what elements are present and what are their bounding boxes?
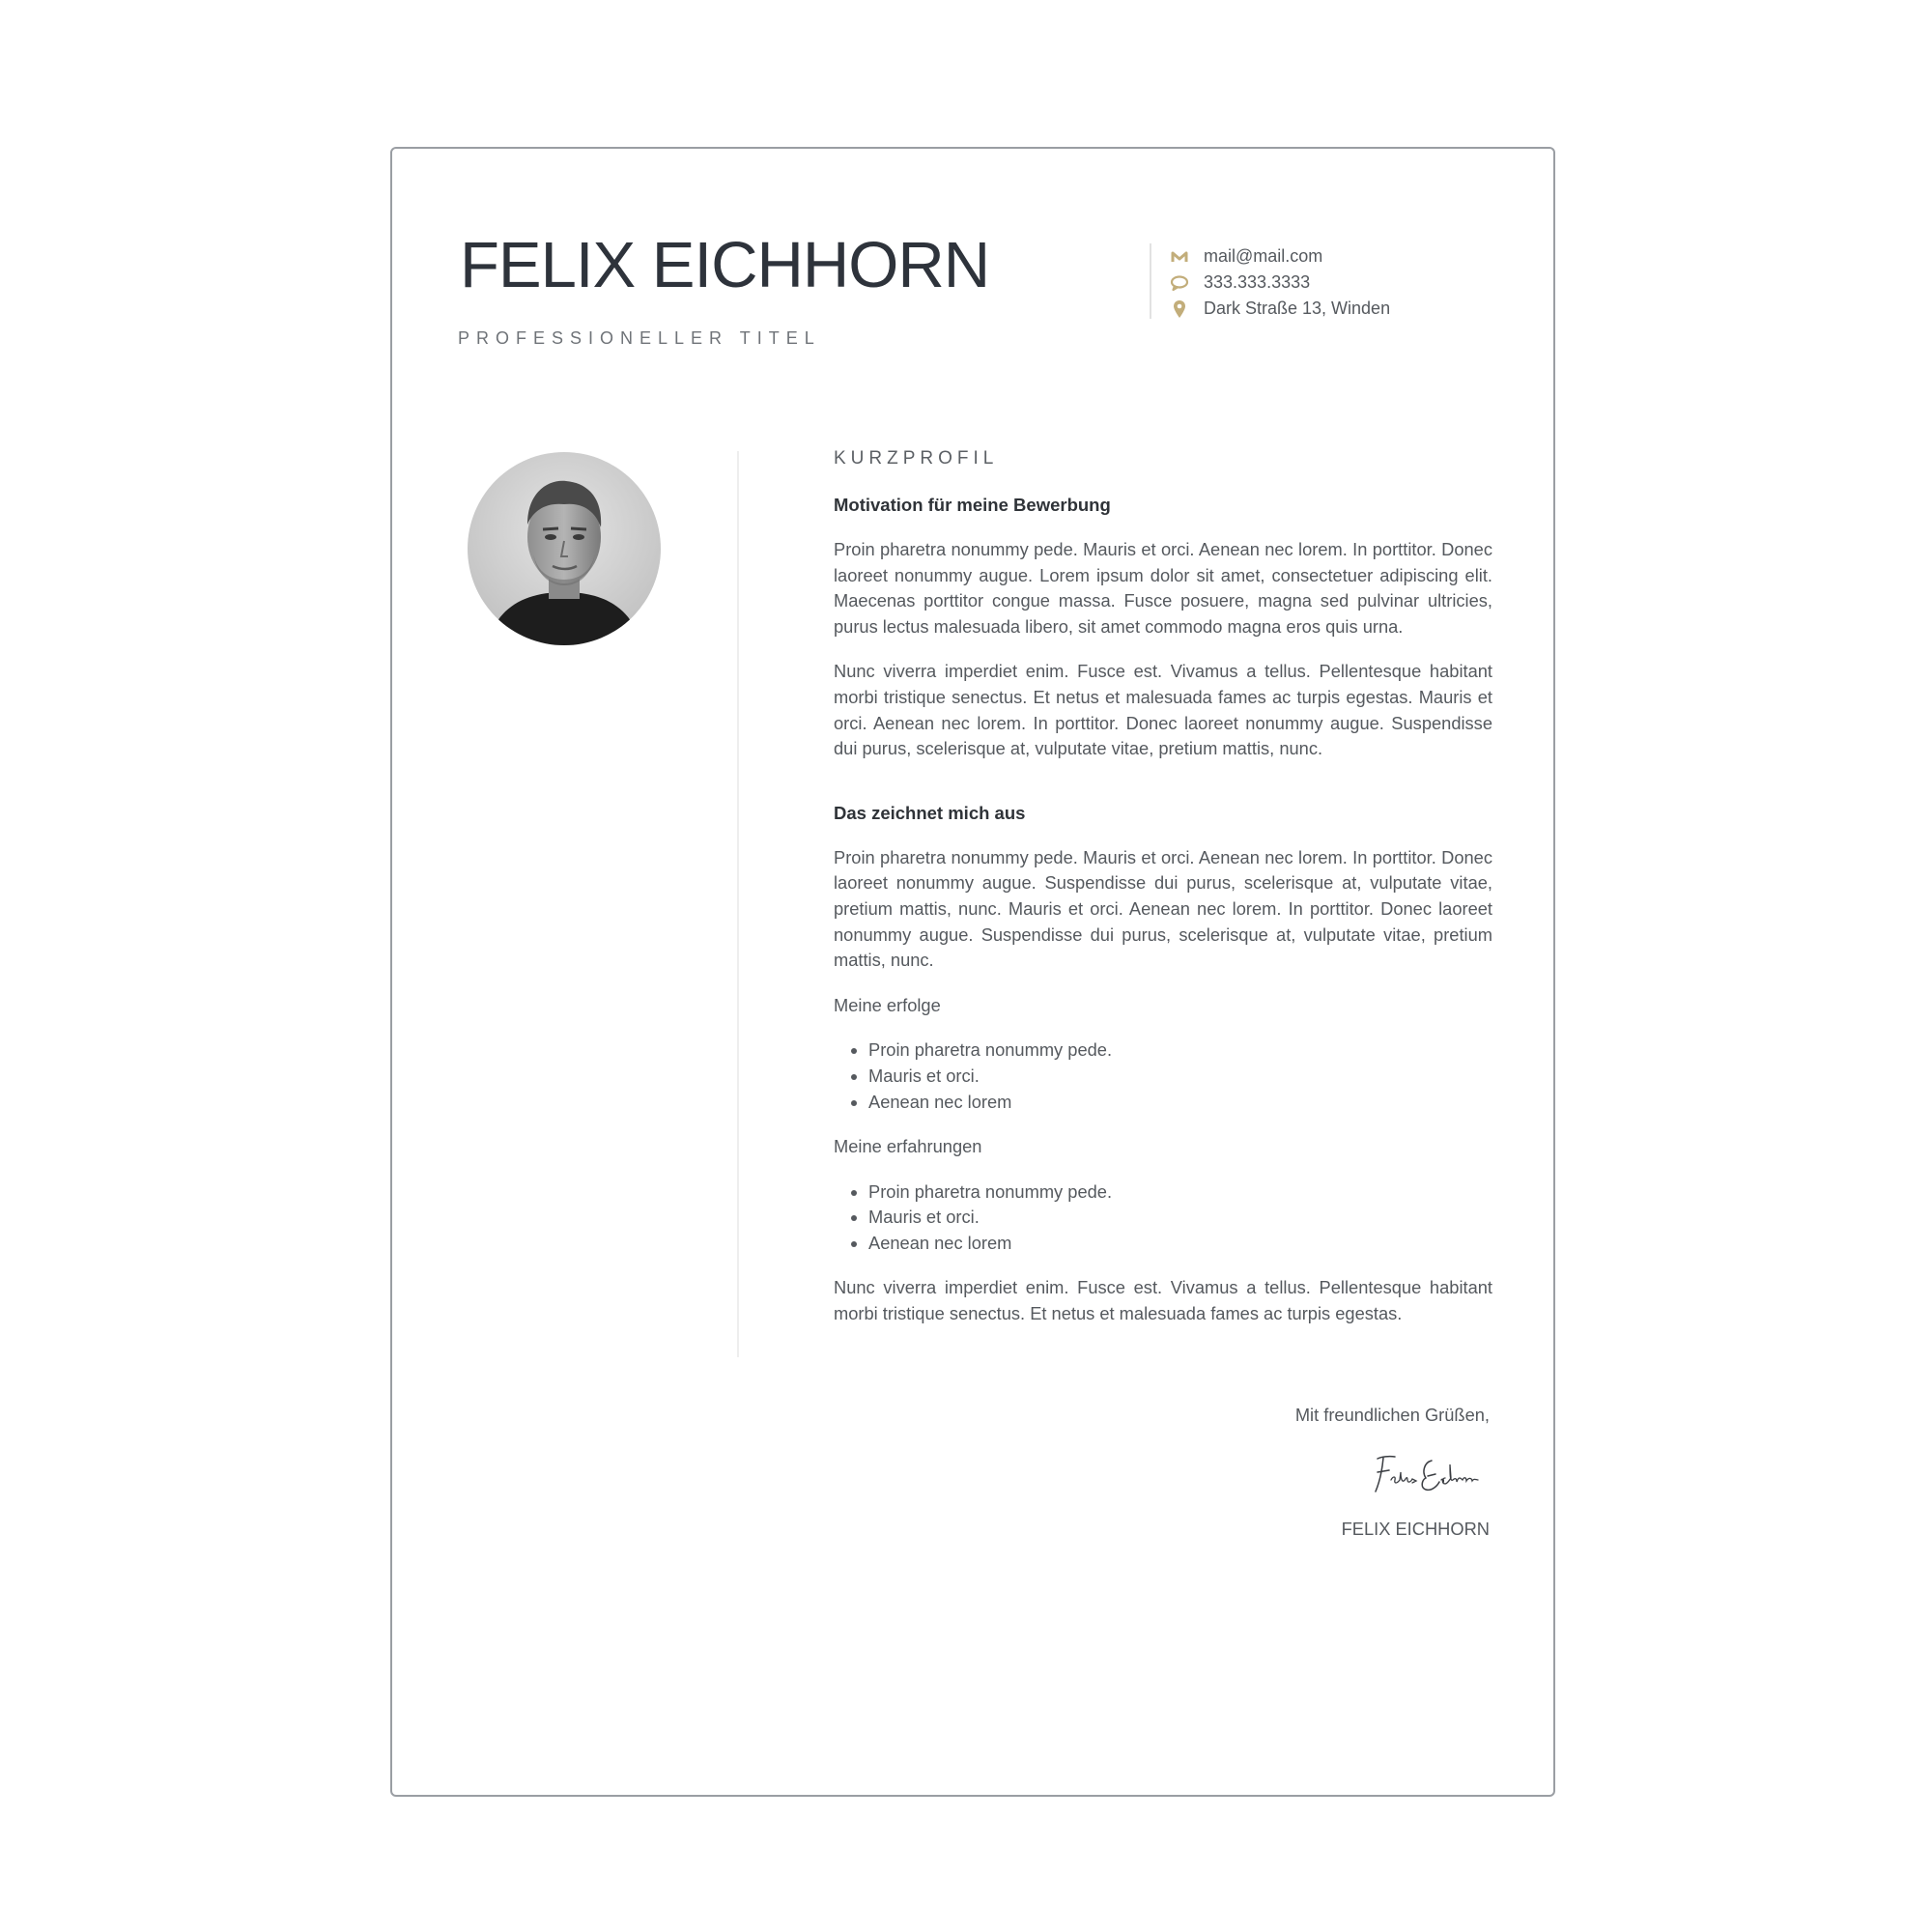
column-divider	[737, 451, 739, 1357]
paragraph-distinction: Proin pharetra nonummy pede. Mauris et orci. Aenean nec lorem. In porttitor. Donec laoreet nonummy augue. Suspendisse dui purus, scelerisque at, vulputate vitae, pretium mattis, nunc. Mauris et orci. Aenean nec lorem. In porttitor. Donec laoreet nonummy augue. Suspendisse dui purus, scelerisque at, vulputate vitae, pretium mattis, nunc.	[834, 846, 1492, 971]
contact-address: Dark Straße 13, Winden	[1204, 298, 1391, 318]
contact-phone: 333.333.3333	[1204, 272, 1311, 292]
list-item: • Mauris et orci.	[868, 1205, 1492, 1231]
experiences-list	[834, 1179, 1492, 1257]
letter-page	[390, 147, 1555, 1797]
closing-greeting: Mit freundlichen Grüßen,	[1294, 1405, 1490, 1425]
mail-icon	[1169, 247, 1190, 267]
distinction-heading: Das zeichnet mich aus	[834, 802, 1026, 823]
contact-block	[1150, 243, 1390, 319]
letter-content	[834, 446, 1492, 1347]
handwritten-signature	[1364, 1451, 1490, 1497]
professional-title: PROFESSIONELLER TITEL	[458, 328, 821, 348]
location-pin-icon	[1169, 299, 1190, 319]
list-item: • Mauris et orci.	[868, 1064, 1492, 1090]
profile-photo	[468, 452, 661, 645]
successes-list	[834, 1037, 1492, 1115]
list-item: • Aenean nec lorem	[868, 1090, 1492, 1116]
profile-heading: KURZPROFIL	[834, 448, 999, 469]
paragraph-closing: Nunc viverra imperdiet enim. Fusce est. Vivamus a tellus. Pellentesque habitant morbi tristique senectus. Et netus et malesuada fames ac turpis egestas.	[834, 1277, 1492, 1324]
paragraph-motivation-2: Nunc viverra imperdiet enim. Fusce est. Vivamus a tellus. Pellentesque habitant morbi tristique senectus. Et netus et malesuada fames ac turpis egestas. Mauris et orci. Aenean nec lorem. In porttitor. Donec laoreet nonummy augue. Suspendisse dui purus, scelerisque at, vulputate vitae, pretium mattis, nunc.	[834, 661, 1492, 759]
applicant-name: FELIX EICHHORN	[460, 229, 990, 301]
motivation-heading: Motivation für meine Bewerbung	[834, 495, 1111, 515]
chat-bubble-icon	[1169, 273, 1190, 293]
contact-address-row	[1169, 296, 1390, 322]
list-item: • Proin pharetra nonummy pede.	[868, 1179, 1492, 1206]
signatory-name: FELIX EICHHORN	[1341, 1519, 1490, 1539]
contact-phone-row[interactable]	[1169, 270, 1390, 296]
contact-email: mail@mail.com	[1204, 246, 1323, 266]
paragraph-motivation-1: Proin pharetra nonummy pede. Mauris et orci. Aenean nec lorem. In porttitor. Donec laoreet nonummy augue. Lorem ipsum dolor sit amet, consectetuer adipiscing elit. Maecenas porttitor congue massa. Fusce posuere, magna sed pulvinar ultricies, purus lectus malesuada libero, sit amet commodo magna eros quis urna.	[834, 539, 1492, 637]
list-item: • Aenean nec lorem	[868, 1231, 1492, 1257]
experiences-label: Meine erfahrungen	[834, 1136, 982, 1157]
contact-email-row[interactable]	[1169, 243, 1390, 270]
list-item: • Proin pharetra nonummy pede.	[868, 1037, 1492, 1064]
successes-label: Meine erfolge	[834, 994, 941, 1015]
